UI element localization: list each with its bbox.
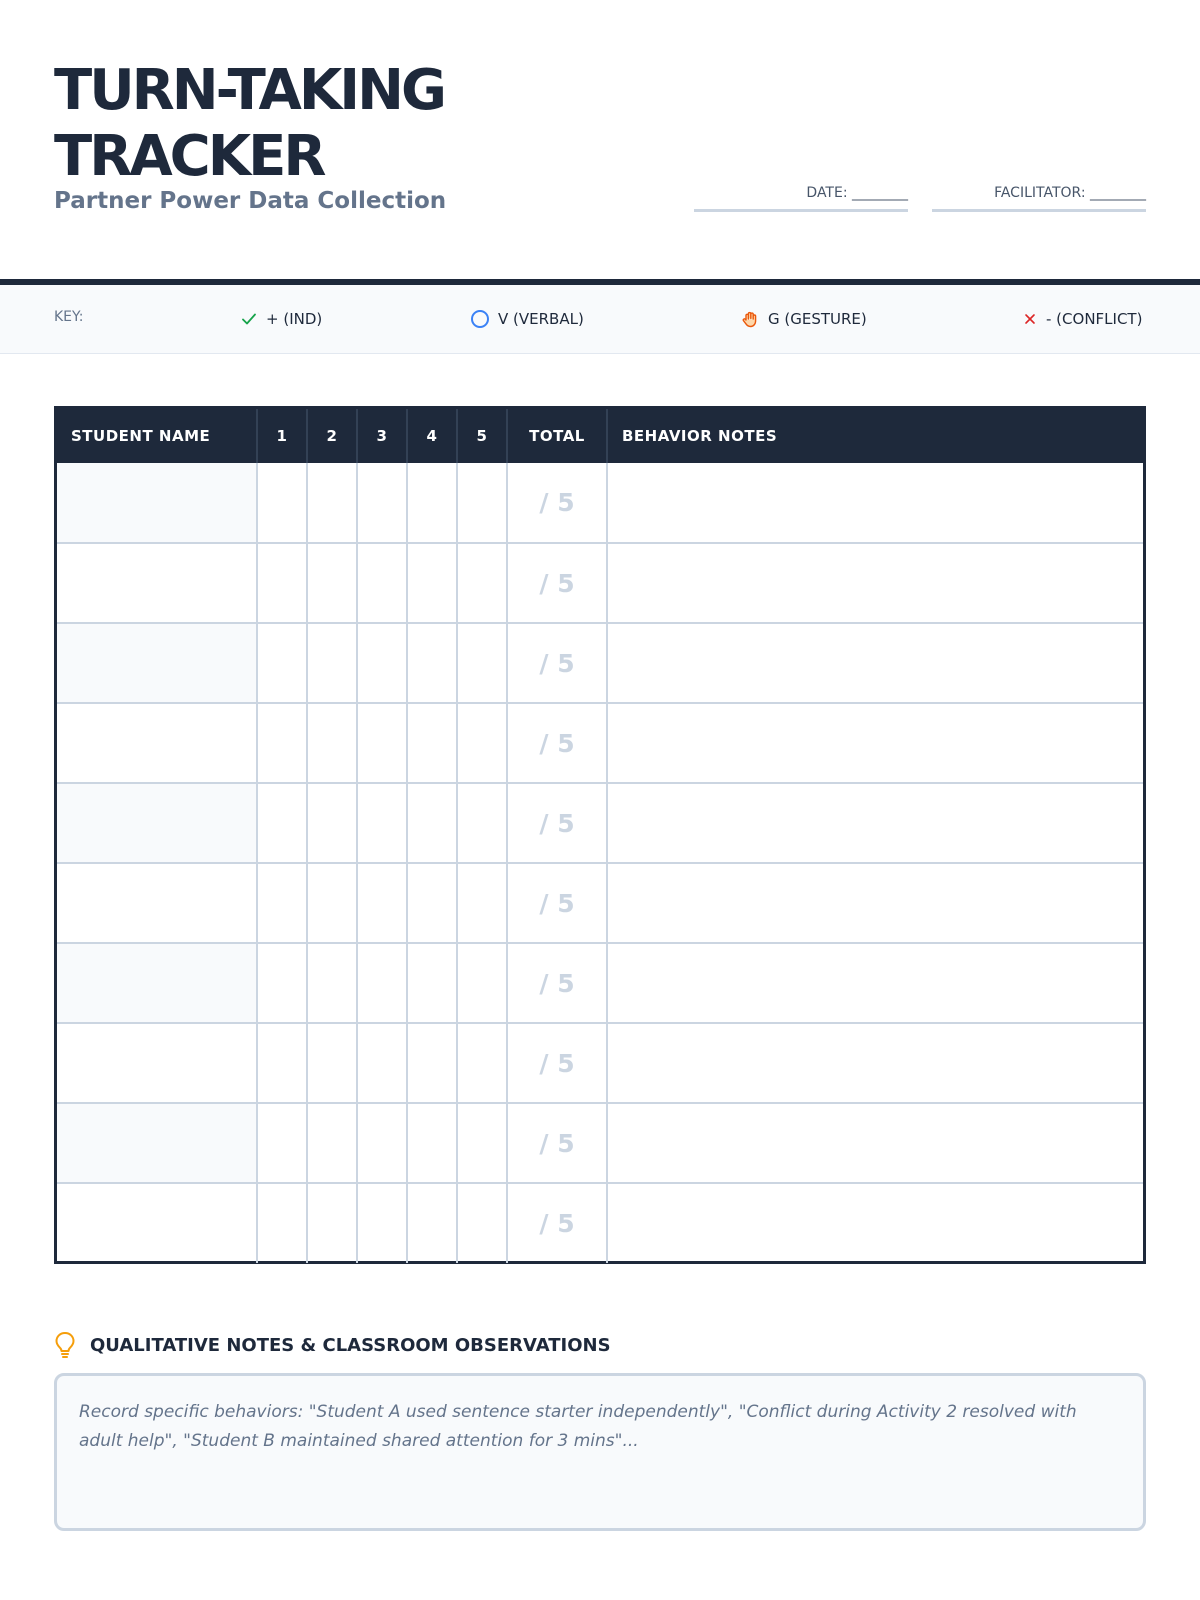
col-header-trial-5: 5 bbox=[457, 409, 507, 463]
table-row bbox=[57, 703, 1143, 783]
col-header-total: TOTAL bbox=[507, 409, 607, 463]
total-cell[interactable]: / 5 bbox=[507, 943, 607, 1023]
trial-2-cell[interactable] bbox=[307, 863, 357, 943]
trial-2-cell[interactable] bbox=[307, 1103, 357, 1183]
behavior-notes-cell[interactable] bbox=[607, 1023, 1143, 1103]
total-cell[interactable]: / 5 bbox=[507, 1183, 607, 1263]
col-header-trial-4: 4 bbox=[407, 409, 457, 463]
behavior-notes-cell[interactable] bbox=[607, 1183, 1143, 1263]
behavior-notes-cell[interactable] bbox=[607, 783, 1143, 863]
student-name-cell[interactable] bbox=[57, 783, 257, 863]
trial-1-cell[interactable] bbox=[257, 703, 307, 783]
student-name-cell[interactable] bbox=[57, 543, 257, 623]
trial-1-cell[interactable] bbox=[257, 863, 307, 943]
trial-2-cell[interactable] bbox=[307, 623, 357, 703]
key-item-independent bbox=[240, 307, 322, 331]
title-line-2: TRACKER bbox=[54, 124, 324, 189]
student-name-cell[interactable] bbox=[57, 623, 257, 703]
page-header bbox=[54, 58, 1146, 228]
circle-icon bbox=[470, 309, 490, 329]
key-item-label: + (IND) bbox=[266, 310, 323, 328]
table-row bbox=[57, 1103, 1143, 1183]
trial-4-cell[interactable] bbox=[407, 623, 457, 703]
trial-4-cell[interactable] bbox=[407, 863, 457, 943]
trial-1-cell[interactable] bbox=[257, 943, 307, 1023]
trial-3-cell[interactable] bbox=[357, 1103, 407, 1183]
trial-1-cell[interactable] bbox=[257, 543, 307, 623]
trial-3-cell[interactable] bbox=[357, 703, 407, 783]
trial-5-cell[interactable] bbox=[457, 1023, 507, 1103]
facilitator-field[interactable]: FACILITATOR: ________ bbox=[932, 178, 1146, 212]
trial-3-cell[interactable] bbox=[357, 943, 407, 1023]
trial-4-cell[interactable] bbox=[407, 703, 457, 783]
total-cell[interactable]: / 5 bbox=[507, 783, 607, 863]
col-header-behavior-notes: BEHAVIOR NOTES bbox=[607, 409, 1143, 463]
table-row bbox=[57, 943, 1143, 1023]
behavior-notes-cell[interactable] bbox=[607, 703, 1143, 783]
key-label: KEY: bbox=[54, 309, 84, 325]
title-line-1: TURN-TAKING bbox=[54, 58, 444, 123]
page-title bbox=[54, 58, 534, 190]
trial-3-cell[interactable] bbox=[357, 623, 407, 703]
key-item-gesture bbox=[740, 307, 867, 331]
hand-icon bbox=[740, 309, 760, 329]
trial-2-cell[interactable] bbox=[307, 703, 357, 783]
trial-5-cell[interactable] bbox=[457, 863, 507, 943]
table-row bbox=[57, 1183, 1143, 1263]
trial-1-cell[interactable] bbox=[257, 1103, 307, 1183]
behavior-notes-cell[interactable] bbox=[607, 943, 1143, 1023]
check-icon bbox=[240, 310, 258, 328]
student-name-cell[interactable] bbox=[57, 863, 257, 943]
col-header-student-name: STUDENT NAME bbox=[57, 409, 257, 463]
trial-1-cell[interactable] bbox=[257, 783, 307, 863]
behavior-notes-cell[interactable] bbox=[607, 623, 1143, 703]
student-name-cell[interactable] bbox=[57, 1103, 257, 1183]
total-cell[interactable]: / 5 bbox=[507, 463, 607, 543]
trial-3-cell[interactable] bbox=[357, 1023, 407, 1103]
trial-2-cell[interactable] bbox=[307, 463, 357, 543]
key-item-conflict bbox=[1022, 307, 1142, 331]
col-header-trial-2: 2 bbox=[307, 409, 357, 463]
behavior-notes-cell[interactable] bbox=[607, 543, 1143, 623]
student-name-cell[interactable] bbox=[57, 1183, 257, 1263]
student-name-cell[interactable] bbox=[57, 703, 257, 783]
col-header-trial-1: 1 bbox=[257, 409, 307, 463]
total-cell[interactable]: / 5 bbox=[507, 543, 607, 623]
total-cell[interactable]: / 5 bbox=[507, 863, 607, 943]
table-header-row bbox=[57, 409, 1143, 463]
trial-2-cell[interactable] bbox=[307, 543, 357, 623]
trial-4-cell[interactable] bbox=[407, 463, 457, 543]
key-legend bbox=[0, 285, 1200, 354]
trial-2-cell[interactable] bbox=[307, 1023, 357, 1103]
x-icon bbox=[1022, 311, 1038, 327]
table-row bbox=[57, 623, 1143, 703]
trial-1-cell[interactable] bbox=[257, 623, 307, 703]
trial-3-cell[interactable] bbox=[357, 463, 407, 543]
total-cell[interactable]: / 5 bbox=[507, 1023, 607, 1103]
key-item-label: V (VERBAL) bbox=[498, 310, 584, 328]
trial-5-cell[interactable] bbox=[457, 623, 507, 703]
trial-3-cell[interactable] bbox=[357, 543, 407, 623]
trial-4-cell[interactable] bbox=[407, 1023, 457, 1103]
behavior-notes-cell[interactable] bbox=[607, 863, 1143, 943]
table-row bbox=[57, 1023, 1143, 1103]
trial-4-cell[interactable] bbox=[407, 1183, 457, 1263]
trial-3-cell[interactable] bbox=[357, 863, 407, 943]
trial-2-cell[interactable] bbox=[307, 943, 357, 1023]
trial-1-cell[interactable] bbox=[257, 463, 307, 543]
total-cell[interactable]: / 5 bbox=[507, 623, 607, 703]
trial-4-cell[interactable] bbox=[407, 783, 457, 863]
col-header-trial-3: 3 bbox=[357, 409, 407, 463]
notes-textarea[interactable]: Record specific behaviors: "Student A used sentence starter independently", "Conflict during Activity 2 resolved with adult help", "Student B maintained shared attention for 3 mins"... bbox=[54, 1373, 1146, 1531]
student-name-cell[interactable] bbox=[57, 943, 257, 1023]
trial-5-cell[interactable] bbox=[457, 543, 507, 623]
trial-3-cell[interactable] bbox=[357, 1183, 407, 1263]
student-name-cell[interactable] bbox=[57, 463, 257, 543]
trial-5-cell[interactable] bbox=[457, 1103, 507, 1183]
trial-5-cell[interactable] bbox=[457, 463, 507, 543]
behavior-notes-cell[interactable] bbox=[607, 463, 1143, 543]
notes-title: QUALITATIVE NOTES & CLASSROOM OBSERVATIONS bbox=[90, 1334, 611, 1356]
trial-5-cell[interactable] bbox=[457, 943, 507, 1023]
page-subtitle: Partner Power Data Collection bbox=[54, 188, 447, 214]
table-row bbox=[57, 463, 1143, 543]
total-cell[interactable]: / 5 bbox=[507, 1103, 607, 1183]
key-item-verbal bbox=[470, 307, 584, 331]
student-name-cell[interactable] bbox=[57, 1023, 257, 1103]
trial-5-cell[interactable] bbox=[457, 703, 507, 783]
trial-4-cell[interactable] bbox=[407, 1103, 457, 1183]
table-body bbox=[57, 463, 1143, 1263]
notes-header bbox=[54, 1331, 611, 1359]
key-item-label: G (GESTURE) bbox=[768, 310, 867, 328]
date-field[interactable]: DATE: ________ bbox=[694, 178, 908, 212]
tracker-table bbox=[54, 406, 1146, 1264]
trial-5-cell[interactable] bbox=[457, 783, 507, 863]
table-row bbox=[57, 783, 1143, 863]
trial-2-cell[interactable] bbox=[307, 783, 357, 863]
trial-4-cell[interactable] bbox=[407, 543, 457, 623]
trial-5-cell[interactable] bbox=[457, 1183, 507, 1263]
lightbulb-icon bbox=[54, 1331, 76, 1359]
behavior-notes-cell[interactable] bbox=[607, 1103, 1143, 1183]
trial-1-cell[interactable] bbox=[257, 1023, 307, 1103]
trial-3-cell[interactable] bbox=[357, 783, 407, 863]
trial-4-cell[interactable] bbox=[407, 943, 457, 1023]
total-cell[interactable]: / 5 bbox=[507, 703, 607, 783]
trial-2-cell[interactable] bbox=[307, 1183, 357, 1263]
table-row bbox=[57, 543, 1143, 623]
table-row bbox=[57, 863, 1143, 943]
trial-1-cell[interactable] bbox=[257, 1183, 307, 1263]
key-item-label: - (CONFLICT) bbox=[1046, 310, 1143, 328]
